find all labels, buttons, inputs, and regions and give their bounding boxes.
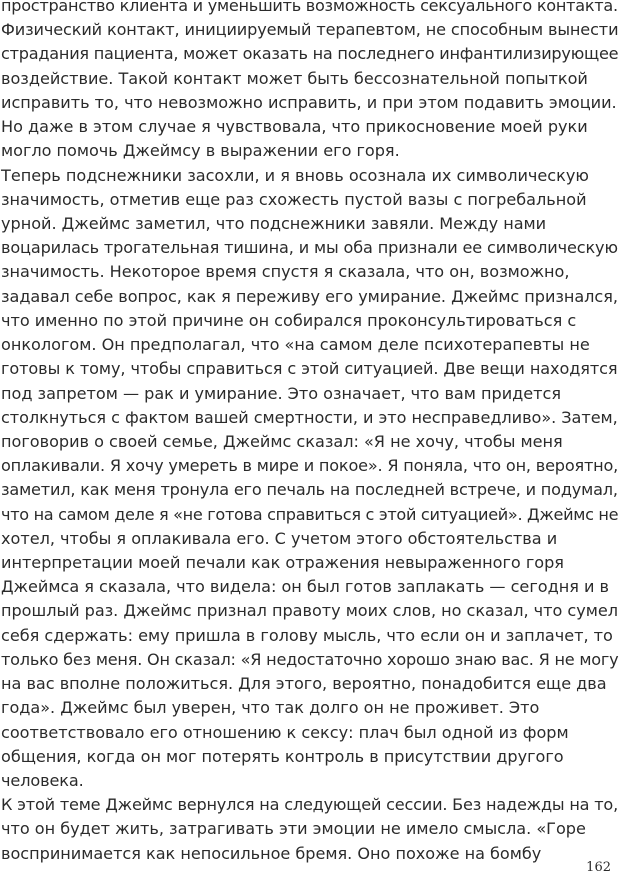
text-line: поговорив о своей семье, Джеймс сказал: «Я не хочу, чтобы меня bbox=[1, 431, 563, 451]
text-line: на вас вполне положиться. Для этого, вероятно, понадобится еще два bbox=[1, 674, 607, 694]
text-line: общения, когда он мог потерять контроль в присутствии другого bbox=[1, 746, 564, 766]
text-line: воздействие. Такой контакт может быть бессознательной попыткой bbox=[1, 68, 588, 88]
text-line: что именно по этой причине он собирался проконсультироваться с bbox=[1, 310, 577, 330]
text-line: Джеймса я сказала, что видела: он был готов заплакать — сегодня и в bbox=[1, 577, 609, 597]
text-line: страдания пациента, может оказать на последнего инфантилизирующее bbox=[1, 44, 619, 64]
text-line: задавал себе вопрос, как я переживу его умирание. Джеймс признался, bbox=[1, 286, 618, 306]
text-line: значимость. Некоторое время спустя я сказала, что он, возможно, bbox=[1, 262, 570, 282]
text-line: Но даже в этом случае я чувствовала, что прикосновение моей руки bbox=[1, 117, 588, 137]
text-line: что на самом деле я «не готова справиться с этой ситуацией». Джеймс не bbox=[1, 504, 619, 524]
text-line: урной. Джеймс заметил, что подснежники завяли. Между нами bbox=[1, 213, 547, 233]
text-line: онкологом. Он предполагал, что «на самом деле психотерапевты не bbox=[1, 335, 590, 355]
text-line: воспринимается как непосильное бремя. Оно похоже на бомбу bbox=[1, 843, 542, 863]
text-line: могло помочь Джеймсу в выражении его горя. bbox=[1, 141, 400, 161]
text-line: оплакивали. Я хочу умереть в мире и покое». Я поняла, что он, вероятно, bbox=[1, 456, 619, 476]
text-line: соответствовало его отношению к сексу: плач был одной из форм bbox=[1, 722, 569, 742]
text-line: значимость, отметив еще раз схожесть пустой вазы с погребальной bbox=[1, 189, 587, 209]
text-line: Физический контакт, инициируемый терапевтом, не способным вынести bbox=[1, 20, 619, 40]
text-line: К этой теме Джеймс вернулся на следующей сессии. Без надежды на то, bbox=[1, 795, 619, 815]
text-line: под запретом — рак и умирание. Это означает, что вам придется bbox=[1, 383, 562, 403]
text-line: столкнуться с фактом вашей смертности, и это несправедливо». Затем, bbox=[1, 407, 618, 427]
text-line: готовы к тому, чтобы справиться с этой ситуацией. Две вещи находятся bbox=[1, 359, 618, 379]
text-line: исправить то, что невозможно исправить, и при этом подавить эмоции. bbox=[1, 92, 617, 112]
page-number: 162 bbox=[586, 860, 611, 875]
text-line: воцарилась трогательная тишина, и мы оба признали ее символическую bbox=[1, 238, 618, 258]
text-line: интерпретации моей печали как отражения невыраженного горя bbox=[1, 553, 564, 573]
text-line: заметил, как меня тронула его печаль на последней встрече, и подумал, bbox=[1, 480, 618, 500]
text-line: только без меня. Он сказал: «Я недостаточно хорошо знаю вас. Я не могу bbox=[1, 649, 619, 669]
text-line: что он будет жить, затрагивать эти эмоции не имело смысла. «Горе bbox=[1, 819, 586, 839]
text-line: прошлый раз. Джеймс признал правоту моих слов, но сказал, что сумел bbox=[1, 601, 618, 621]
text-line: хотел, чтобы я оплакивала его. С учетом этого обстоятельства и bbox=[1, 528, 558, 548]
text-line: Теперь подснежники засохли, и я вновь осознала их символическую bbox=[1, 165, 589, 185]
text-line: себя сдержать: ему пришла в голову мысль, что если он и заплачет, то bbox=[1, 625, 613, 645]
text-line: пространство клиента и уменьшить возможность сексуального контакта. bbox=[1, 0, 618, 15]
text-line: года». Джеймс был уверен, что так долго он не проживет. Это bbox=[1, 698, 540, 718]
page-body-text bbox=[1, 0, 619, 866]
text-line: человека. bbox=[1, 771, 84, 790]
